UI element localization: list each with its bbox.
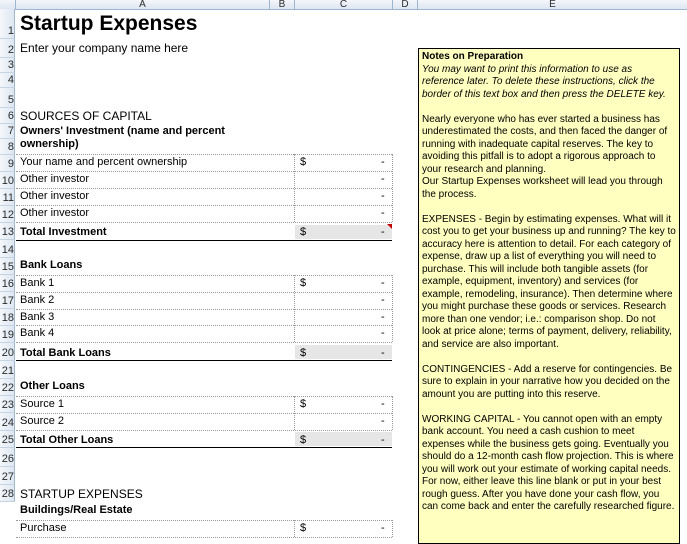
- total-other-loans-value[interactable]: -: [381, 434, 385, 446]
- column-header-bar: [0, 0, 687, 10]
- row-divider: [16, 325, 392, 326]
- amount-cell[interactable]: -: [381, 327, 385, 339]
- currency-symbol: $: [300, 398, 307, 410]
- currency-symbol: $: [300, 277, 307, 289]
- startup-expenses-heading: STARTUP EXPENSES: [20, 487, 143, 501]
- amount-cell[interactable]: -: [381, 415, 385, 427]
- row-divider: [16, 154, 392, 155]
- amount-cell[interactable]: -: [381, 311, 385, 323]
- column-header-e[interactable]: E: [549, 0, 556, 9]
- notes-paragraph: Our Startup Expenses worksheet will lead you through the process.: [422, 176, 663, 200]
- total-bank-loans-value[interactable]: -: [381, 347, 385, 359]
- column-divider: [294, 396, 295, 430]
- currency-symbol: $: [300, 434, 307, 446]
- row-divider: [16, 537, 392, 538]
- row-header[interactable]: 22: [0, 379, 15, 396]
- row-header[interactable]: 17: [0, 292, 15, 309]
- row-divider: [16, 292, 392, 293]
- notes-contingencies: CONTINGENCIES - Add a reserve for contingencies. Be sure to explain in your narrative how you decided on the amount you are putting into this reserve.: [422, 363, 673, 400]
- column-divider: [392, 396, 393, 430]
- notes-expenses: EXPENSES - Begin by estimating expenses. What will it cost you to get your business up and running? The key to accuracy here is attention to detail. For each category of expense, draw up a list of everything you will need to purchase. This will include both tangible assets (for example, equipment, inventory) and services (for example, remodeling, insurance). Then determine where you might purchase these goods or services. Research more than one vendor; i.e.: comparison shop. Do not look at price alone; terms of payment, delivery, reliability, and service are also important.: [422, 213, 676, 350]
- row-divider: [16, 342, 392, 343]
- other-loan-row-label[interactable]: Source 1: [20, 398, 65, 410]
- row-header[interactable]: 18: [0, 309, 15, 326]
- row-header[interactable]: 11: [0, 189, 15, 206]
- column-header-a[interactable]: A: [16, 0, 270, 9]
- row-header[interactable]: 16: [0, 275, 15, 292]
- row-header[interactable]: 12: [0, 206, 15, 223]
- sheet-title[interactable]: Startup Expenses: [20, 12, 198, 35]
- row-header[interactable]: 13: [0, 223, 15, 240]
- total-other-loans-label[interactable]: Total Other Loans: [20, 434, 114, 446]
- column-divider: [294, 275, 295, 342]
- row-header[interactable]: 7: [0, 124, 15, 139]
- row-header[interactable]: 9: [0, 155, 15, 172]
- row-header[interactable]: 26: [0, 448, 15, 467]
- owner-row-label[interactable]: Your name and percent ownership: [20, 156, 188, 168]
- currency-symbol: $: [300, 156, 307, 168]
- row-divider: [16, 188, 392, 189]
- bank-row-label[interactable]: Bank 3: [20, 311, 55, 323]
- column-divider: [392, 154, 393, 222]
- total-cell-shading: [295, 432, 392, 446]
- row-divider: [16, 413, 392, 414]
- row-header[interactable]: 4: [0, 73, 15, 88]
- notes-working-capital: WORKING CAPITAL - You cannot open with an empty bank account. You need a cash cushion to meet expenses while the business gets going. Eventually you should do a 12-month cash flow projection. This is where you will work out your estimate of working capital needs. For now, either leave this line blank or put in your best rough guess. After you have done your cash flow, you can come back and enter the carefully researched figure.: [422, 413, 675, 512]
- row-header[interactable]: 10: [0, 172, 15, 189]
- company-name-field[interactable]: Enter your company name here: [20, 41, 189, 55]
- row-header[interactable]: 15: [0, 258, 15, 275]
- row-header[interactable]: 21: [0, 361, 15, 379]
- other-loans-heading: Other Loans: [20, 380, 85, 392]
- row-header[interactable]: 1: [0, 9, 15, 39]
- column-divider: [392, 520, 393, 537]
- row-header[interactable]: 27: [0, 467, 15, 485]
- notes-heading: Notes on Preparation: [422, 51, 524, 62]
- currency-symbol: $: [300, 347, 307, 359]
- notes-text-box[interactable]: [418, 48, 680, 544]
- total-underline: [16, 447, 392, 448]
- notes-intro: You may want to print this information to use as reference later. To delete these instructions, click the border of this text box and then press the DELETE key.: [422, 63, 666, 100]
- sources-of-capital-heading: SOURCES OF CAPITAL: [20, 109, 152, 123]
- row-divider: [16, 396, 392, 397]
- row-header[interactable]: 14: [0, 240, 15, 258]
- row-header[interactable]: 2: [0, 39, 15, 58]
- comment-indicator[interactable]: [387, 224, 392, 229]
- amount-cell[interactable]: -: [381, 207, 385, 219]
- row-divider: [16, 205, 392, 206]
- currency-symbol: $: [300, 522, 307, 534]
- column-header-d[interactable]: D: [393, 0, 418, 9]
- owners-investment-heading-2: ownership): [20, 138, 79, 150]
- row-divider: [16, 275, 392, 276]
- amount-cell[interactable]: -: [381, 190, 385, 202]
- total-bank-loans-label[interactable]: Total Bank Loans: [20, 347, 111, 359]
- row-header[interactable]: 3: [0, 58, 15, 73]
- currency-symbol: $: [300, 226, 307, 238]
- buildings-heading: Buildings/Real Estate: [20, 504, 133, 516]
- purchase-label[interactable]: Purchase: [20, 522, 67, 534]
- owner-row-label[interactable]: Other investor: [20, 173, 90, 185]
- row-divider: [16, 430, 392, 431]
- column-divider: [294, 154, 295, 222]
- other-loan-row-label[interactable]: Source 2: [20, 415, 65, 427]
- total-underline: [16, 240, 392, 241]
- notes-paragraph: Nearly everyone who has ever started a business has underestimated the costs, and then faced the danger of running with inadequate capital reserves. The key to avoiding this pitfall is to adopt a rigorous approach to your research and planning.: [422, 113, 668, 175]
- total-underline: [16, 360, 392, 361]
- bank-row-label[interactable]: Bank 2: [20, 294, 55, 306]
- column-header-c[interactable]: C: [295, 0, 393, 9]
- amount-cell[interactable]: -: [381, 277, 385, 289]
- select-all-corner[interactable]: [0, 0, 16, 9]
- row-header[interactable]: 25: [0, 431, 15, 448]
- row-divider: [16, 520, 392, 521]
- row-divider: [16, 222, 392, 223]
- amount-cell[interactable]: -: [381, 173, 385, 185]
- bank-loans-heading: Bank Loans: [20, 259, 83, 271]
- bank-row-label[interactable]: Bank 4: [20, 327, 55, 339]
- amount-cell[interactable]: -: [381, 294, 385, 306]
- row-header[interactable]: 20: [0, 343, 15, 361]
- total-cell-shading: [295, 345, 392, 359]
- total-investment-value[interactable]: -: [381, 226, 385, 238]
- row-header[interactable]: 8: [0, 139, 15, 155]
- amount-cell[interactable]: -: [381, 522, 385, 534]
- owner-row-label[interactable]: Other investor: [20, 207, 90, 219]
- owners-investment-heading: Owners' Investment (name and percent: [20, 125, 225, 137]
- row-divider: [16, 171, 392, 172]
- column-divider: [294, 520, 295, 537]
- column-divider: [392, 275, 393, 342]
- bank-row-label[interactable]: Bank 1: [20, 277, 55, 289]
- column-header-b[interactable]: B: [270, 0, 295, 9]
- row-header[interactable]: 5: [0, 88, 15, 108]
- row-header[interactable]: 28: [0, 485, 15, 502]
- row-header[interactable]: 19: [0, 326, 15, 343]
- total-cell-shading: [295, 225, 392, 239]
- amount-cell[interactable]: -: [381, 398, 385, 410]
- row-header[interactable]: 24: [0, 413, 15, 431]
- row-header[interactable]: 6: [0, 108, 15, 124]
- row-divider: [16, 309, 392, 310]
- row-header[interactable]: 23: [0, 396, 15, 413]
- amount-cell[interactable]: -: [381, 156, 385, 168]
- owner-row-label[interactable]: Other investor: [20, 190, 90, 202]
- total-investment-label[interactable]: Total Investment: [20, 226, 107, 238]
